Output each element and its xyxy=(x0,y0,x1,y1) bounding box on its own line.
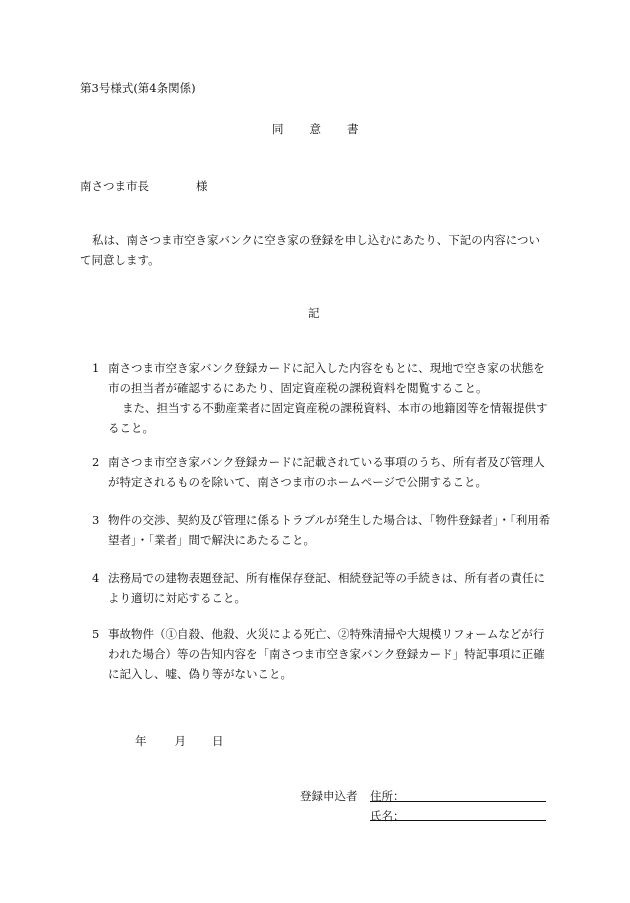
addressee-name: 南さつま市長 xyxy=(80,179,149,193)
consent-item-3 xyxy=(92,510,552,550)
ki-heading: 記 xyxy=(308,306,320,320)
applicant-label: 登録申込者 xyxy=(300,789,358,803)
document-title: 同 意 書 xyxy=(272,122,360,136)
date-day: 日 xyxy=(212,734,224,748)
item-text: 南さつま市空き家バンク登録カードに記載されている事項のうち、所有者及び管理人が特定されるものを除いて、南さつま市のホームページで公開すること。 xyxy=(108,455,545,489)
item-text: 南さつま市空き家バンク登録カードに記入した内容をもとに、現地で空き家の状態を市の担当者が確認するにあたり、固定資産税の課税資料を閲覧すること。 xyxy=(108,361,545,395)
item-subtext: また、担当する不動産業者に固定資産税の課税資料、本市の地籍図等を情報提供すること。 xyxy=(108,401,548,435)
addressee-honorific: 様 xyxy=(196,179,208,193)
item-number: 1 xyxy=(92,361,100,375)
consent-item-5 xyxy=(92,624,552,684)
date-year: 年 xyxy=(135,734,147,748)
name-field[interactable] xyxy=(370,820,546,821)
address-field[interactable] xyxy=(370,801,546,802)
intro-paragraph: 私は、南さつま市空き家バンクに空き家の登録を申し込むにあたり、下記の内容について同意します。 xyxy=(80,233,541,267)
item-text: 事故物件（①自殺、他殺、火災による死亡、②特殊清掃や大規模リフォームなどが行われた場合）等の告知内容を「南さつま市空き家バンク登録カード」特記事項に正確に記入し、嘘、偽り等がないこと。 xyxy=(108,627,545,681)
name-label: 氏名： xyxy=(370,809,405,823)
item-text: 物件の交渉、契約及び管理に係るトラブルが発生した場合は、「物件登録者」・「利用希望者」・「業者」間で解決にあたること。 xyxy=(108,513,551,547)
item-text: 法務局での建物表題登記、所有権保存登記、相続登記等の手続きは、所有者の責任により適切に対応すること。 xyxy=(108,571,545,605)
address-label: 住所： xyxy=(370,789,405,803)
item-number: 2 xyxy=(92,455,100,469)
date-month: 月 xyxy=(174,734,186,748)
consent-item-2 xyxy=(92,452,552,492)
consent-item-1 xyxy=(92,358,552,438)
item-number: 4 xyxy=(92,571,100,585)
item-number: 3 xyxy=(92,513,100,527)
form-number: 第3号様式(第4条関係) xyxy=(80,81,196,95)
date-line xyxy=(135,733,224,749)
item-number: 5 xyxy=(92,627,100,641)
consent-item-4 xyxy=(92,568,552,608)
